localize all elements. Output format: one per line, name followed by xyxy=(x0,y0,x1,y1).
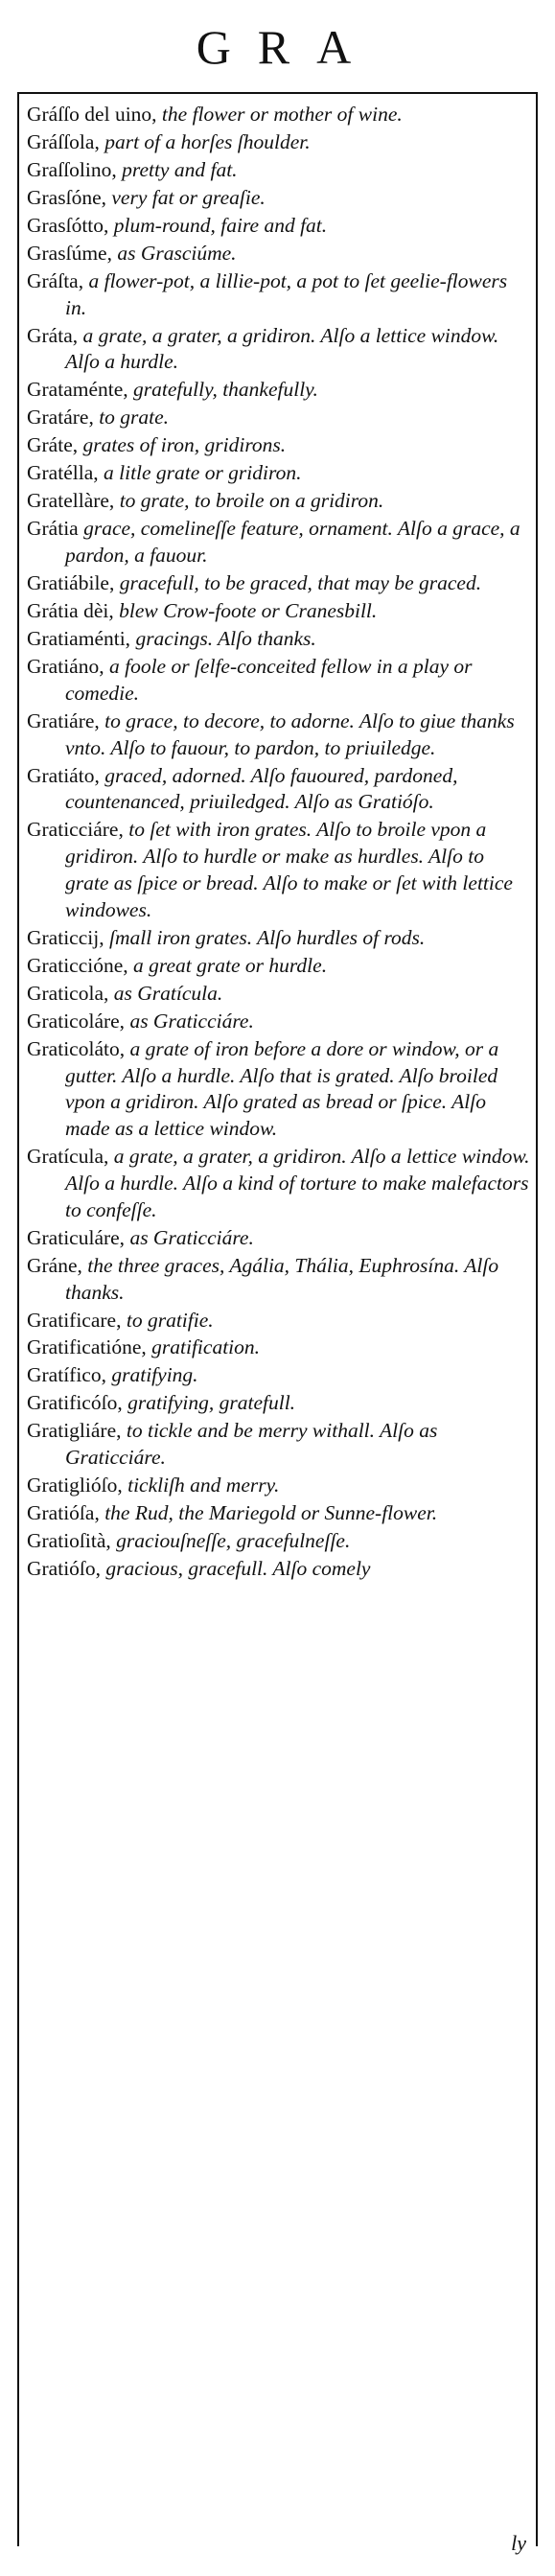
definition: to grate, to broile on a gridiron. xyxy=(114,489,384,513)
definition: as Graticciáre. xyxy=(125,1225,254,1249)
definition: to gratifie. xyxy=(121,1308,214,1332)
headword: Gráſta, xyxy=(27,268,84,292)
definition: plum-round, faire and fat. xyxy=(108,213,328,237)
dictionary-entry xyxy=(27,817,531,923)
definition: a grate, a grater, a gridiron. Alſo a lettice window. Alſo a hurdle. xyxy=(65,323,499,374)
right-rule xyxy=(536,92,538,2546)
dictionary-entry xyxy=(27,1144,531,1223)
dictionary-entry xyxy=(27,1009,531,1035)
headword: Gratigliáre, xyxy=(27,1419,122,1443)
dictionary-entry xyxy=(27,1036,531,1143)
headword: Graticciáre, xyxy=(27,818,124,842)
definition: ſmall iron grates. Alſo hurdles of rods. xyxy=(104,925,426,949)
dictionary-entry xyxy=(27,268,531,322)
definition: gratification. xyxy=(146,1335,261,1359)
dictionary-entry xyxy=(27,129,531,156)
catchword: ly xyxy=(511,2531,526,2555)
dictionary-entry xyxy=(27,516,531,569)
definition: as Grasciúme. xyxy=(111,241,237,265)
headword: Gráte, xyxy=(27,433,79,457)
headword: Grátia dèi, xyxy=(27,599,114,623)
headword: Grasſúme, xyxy=(27,241,112,265)
definition: part of a horſes ſhoulder. xyxy=(99,129,311,153)
left-rule xyxy=(17,92,19,2546)
headword: Gráſſo del uino, xyxy=(27,103,157,126)
headword: Gratiaménti, xyxy=(27,627,131,651)
headword: Graticcióne, xyxy=(27,953,128,977)
definition: a foole or ſelfe-conceited fellow in a play or comedie. xyxy=(65,655,473,705)
headword: Gratélla, xyxy=(27,461,99,485)
dictionary-entry xyxy=(27,570,531,597)
definition: the flower or mother of wine. xyxy=(156,103,403,126)
headword: Graticuláre, xyxy=(27,1225,126,1249)
definition: to ſet with iron grates. Alſo to broile vpon a gridiron. Alſo to hurdle or make as hurdles. Alſo to grate as ſpice or bread. Alſo to make or ſet with lettice windowes. xyxy=(65,818,513,921)
headword: Gratiáto, xyxy=(27,763,100,787)
dictionary-entry xyxy=(27,102,531,128)
dictionary-entry xyxy=(27,241,531,267)
definition: the three graces, Agália, Thália, Euphrosína. Alſo thanks. xyxy=(65,1253,499,1304)
definition: a great grate or hurdle. xyxy=(127,953,328,977)
definition: grates of iron, gridirons. xyxy=(78,433,287,457)
dictionary-entry xyxy=(27,1390,531,1417)
headword: Gratificóſo, xyxy=(27,1391,123,1415)
definition: gracings. Alſo thanks. xyxy=(130,627,316,651)
definition: to tickle and be merry withall. Alſo as Graticciáre. xyxy=(65,1419,438,1470)
dictionary-entry xyxy=(27,654,531,708)
dictionary-entry xyxy=(27,1473,531,1499)
definition: gracefull, to be graced, that may be graced. xyxy=(114,571,482,595)
dictionary-entry xyxy=(27,626,531,653)
dictionary-entry xyxy=(27,953,531,980)
dictionary-entry xyxy=(27,1556,531,1583)
headword: Graticoláre, xyxy=(27,1009,126,1033)
dictionary-entry xyxy=(27,708,531,762)
definition: grace, comelineſſe feature, ornament. Alſo a grace, a pardon, a fauour. xyxy=(65,517,520,568)
headword: Gratificatióne, xyxy=(27,1335,147,1359)
definition: graced, adorned. Alſo fauoured, pardoned, countenanced, priuiledged. Alſo as Gratióſo. xyxy=(65,763,458,814)
headword: Gráne, xyxy=(27,1253,82,1277)
headword: Grasſóne, xyxy=(27,185,106,209)
headword: Gratiglióſo, xyxy=(27,1474,123,1497)
headword: Gratificare, xyxy=(27,1308,122,1332)
dictionary-entry xyxy=(27,432,531,459)
dictionary-entry xyxy=(27,1253,531,1307)
definition: blew Crow-foote or Cranesbill. xyxy=(113,599,378,623)
definition: as Gratícula. xyxy=(108,981,223,1005)
headword: Gratiáre, xyxy=(27,708,100,732)
definition: very fat or greaſie. xyxy=(106,185,266,209)
dictionary-entry xyxy=(27,488,531,515)
page-header: GRA xyxy=(196,20,379,74)
dictionary-entry xyxy=(27,405,531,431)
dictionary-entry xyxy=(27,323,531,377)
dictionary-entry xyxy=(27,925,531,952)
definition: a grate of iron before a dore or window, or a gutter. Alſo a hurdle. Alſo that is grated. Alſo broiled vpon a gridiron. Alſo grated as bread or ſpice. Alſo made as a lettice window. xyxy=(65,1036,499,1141)
dictionary-entry xyxy=(27,185,531,212)
headword: Gráta, xyxy=(27,323,79,347)
dictionary-entry xyxy=(27,598,531,625)
definition: as Graticciáre. xyxy=(125,1009,254,1033)
headword: Gráſſola, xyxy=(27,129,100,153)
definition: a flower-pot, a lillie-pot, a pot to ſet geelie-flowers in. xyxy=(65,268,508,319)
definition: gratifying. xyxy=(105,1363,198,1387)
headword: Grataménte, xyxy=(27,378,128,402)
headword: Gratiábile, xyxy=(27,571,115,595)
headword: Gratífico, xyxy=(27,1363,106,1387)
dictionary-entry xyxy=(27,763,531,817)
dictionary-entry xyxy=(27,1362,531,1389)
entry-list xyxy=(27,102,531,1584)
headword: Gratáre, xyxy=(27,406,94,429)
headword: Grasſótto, xyxy=(27,213,109,237)
headword: Graticcij, xyxy=(27,925,104,949)
dictionary-entry xyxy=(27,1528,531,1555)
definition: graciouſneſſe, gracefulneſſe. xyxy=(110,1529,351,1553)
dictionary-entry xyxy=(27,1418,531,1472)
definition: gratifying, gratefull. xyxy=(122,1391,296,1415)
definition: gratefully, thankefully. xyxy=(127,378,318,402)
definition: to grate. xyxy=(93,406,170,429)
headword: Gratícula, xyxy=(27,1145,109,1169)
definition: a grate, a grater, a gridiron. Alſo a lettice window. Alſo a hurdle. Alſo a kind of torture to make malefactors to confeſſe. xyxy=(65,1145,530,1221)
headword: Gratioſità, xyxy=(27,1529,111,1553)
top-rule xyxy=(17,92,536,94)
headword: Gratellàre, xyxy=(27,489,115,513)
dictionary-entry xyxy=(27,377,531,404)
dictionary-entry xyxy=(27,981,531,1008)
dictionary-entry xyxy=(27,1500,531,1527)
headword: Graticola, xyxy=(27,981,109,1005)
dictionary-entry xyxy=(27,1225,531,1252)
dictionary-entry xyxy=(27,1308,531,1334)
definition: gracious, gracefull. Alſo comely xyxy=(101,1557,371,1581)
headword: Gratióſa, xyxy=(27,1501,100,1525)
dictionary-entry xyxy=(27,460,531,487)
dictionary-entry xyxy=(27,157,531,184)
definition: to grace, to decore, to adorne. Alſo to giue thanks vnto. Alſo to fauour, to pardon, to priuiledge. xyxy=(65,708,515,759)
headword: Gratiáno, xyxy=(27,655,104,679)
definition: tickliſh and merry. xyxy=(122,1474,280,1497)
definition: pretty and fat. xyxy=(116,157,238,181)
definition: a litle grate or gridiron. xyxy=(98,461,302,485)
definition: the Rud, the Mariegold or Sunne-flower. xyxy=(99,1501,438,1525)
headword: Grátia xyxy=(27,517,79,541)
dictionary-entry xyxy=(27,1334,531,1361)
headword: Graſſolino, xyxy=(27,157,117,181)
headword: Graticoláto, xyxy=(27,1036,126,1060)
headword: Gratióſo, xyxy=(27,1557,102,1581)
dictionary-entry xyxy=(27,213,531,240)
